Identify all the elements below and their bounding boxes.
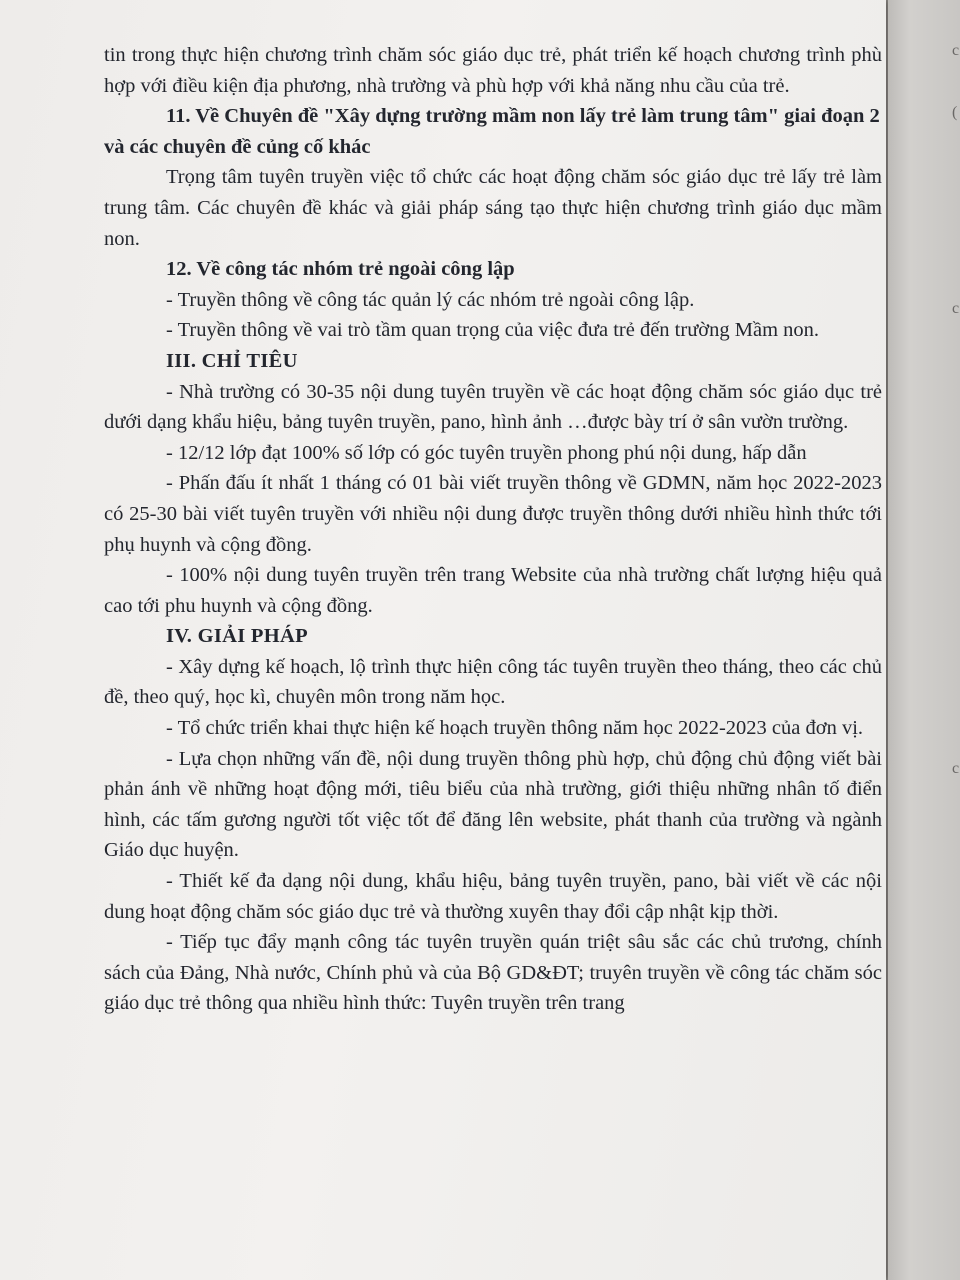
bullet-giai-phap-5: - Tiếp tục đẩy mạnh công tác tuyên truyền quán triệt sâu sắc các chủ trương, chính sách của Đảng, Nhà nước, Chính phủ và của Bộ GD&ĐT; truyên truyền về công tác chăm sóc giáo dục trẻ thông qua nhiều hình thức: Tuyên truyền trên trang [104, 931, 882, 1015]
edge-mark: c [952, 300, 960, 317]
paragraph-continuation: tin trong thực hiện chương trình chăm sóc giáo dục trẻ, phát triển kế hoạch chương trình phù hợp với điều kiện địa phương, nhà trường và phù hợp với khả năng nhu cầu của trẻ. [104, 44, 882, 97]
bullet-chi-tieu-2: - 12/12 lớp đạt 100% số lớp có góc tuyên truyền phong phú nội dung, hấp dẫn [166, 441, 807, 464]
edge-mark: c [952, 760, 960, 777]
bullet-giai-phap-4: - Thiết kế đa dạng nội dung, khẩu hiệu, bảng tuyên truyền, pano, bài viết về các nội dung hoạt động chăm sóc giáo dục trẻ và thường xuyên thay đổi cập nhật kịp thời. [104, 870, 882, 923]
edge-mark: c [952, 42, 960, 59]
bullet-giai-phap-2: - Tổ chức triển khai thực hiện kế hoạch truyền thông năm học 2022-2023 của đơn vị. [166, 717, 864, 740]
bullet-item-12-a: - Truyền thông về công tác quản lý các nhóm trẻ ngoài công lập. [166, 288, 695, 311]
heading-item-12: 12. Về công tác nhóm trẻ ngoài công lập [166, 258, 515, 281]
edge-mark: ( [952, 104, 958, 121]
page-content [104, 40, 882, 1019]
heading-item-11: 11. Về Chuyên đề "Xây dựng trường mầm non lấy trẻ làm trung tâm" giai đoạn 2 và các chuyên đề củng cố khác [104, 105, 880, 158]
bullet-giai-phap-1: - Xây dựng kế hoạch, lộ trình thực hiện công tác tuyên truyền theo tháng, theo các chủ đề, theo quý, học kì, chuyên môn trong năm học. [104, 655, 882, 709]
bullet-item-12-b: - Truyền thông về vai trò tầm quan trọng của việc đưa trẻ đến trường Mầm non. [166, 319, 820, 342]
next-page-edge [888, 0, 960, 1280]
bullet-giai-phap-3: - Lựa chọn những vấn đề, nội dung truyền thông phù hợp, chủ động chủ động viết bài phản ánh về những hoạt động mới, tiêu biểu của nhà trường, giới thiệu những nhân tố điển hình, các tấm gương người tốt việc tốt để đăng lên website, phát thanh của trường và ngành Giáo dục huyện. [104, 747, 882, 862]
section-heading-chi-tieu: III. CHỈ TIÊU [166, 349, 298, 372]
bullet-chi-tieu-1: - Nhà trường có 30-35 nội dung tuyên truyền về các hoạt động chăm sóc giáo dục trẻ dưới dạng khẩu hiệu, bảng tuyên truyền, pano, hình ảnh …được bày trí ở sân vườn trường. [104, 380, 882, 434]
bullet-chi-tieu-3: - Phấn đấu ít nhất 1 tháng có 01 bài viết truyền thông về GDMN, năm học 2022-2023 có 25-30 bài viết tuyên truyền với nhiều nội dung được truyền thông dưới nhiều hình thức tới phụ huynh và cộng đồng. [104, 472, 882, 556]
section-heading-giai-phap: IV. GIẢI PHÁP [166, 625, 308, 648]
bullet-chi-tieu-4: - 100% nội dung tuyên truyền trên trang Website của nhà trường chất lượng hiệu quả cao tới phu huynh và cộng đồng. [104, 564, 882, 617]
paragraph-item-11-body: Trọng tâm tuyên truyền việc tổ chức các hoạt động chăm sóc giáo dục trẻ lấy trẻ làm trung tâm. Các chuyên đề khác và giải pháp sáng tạo thực hiện chương trình giáo dục mầm non. [104, 166, 882, 250]
